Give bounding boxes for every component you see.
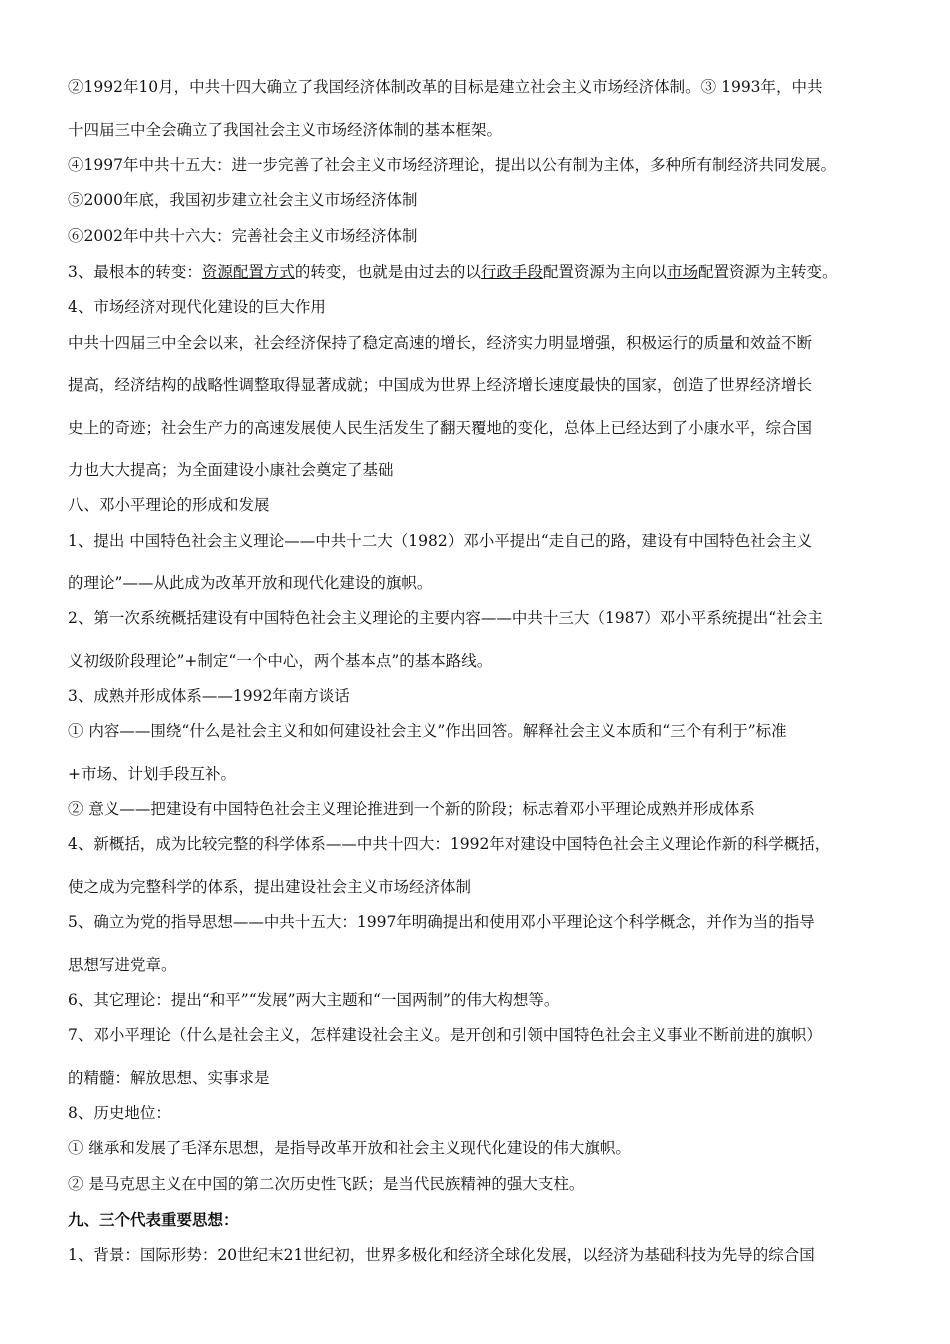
text-line: ② 意义——把建设有中国特色社会主义理论推进到一个新的阶段；标志着邓小平理论成熟并形成体系 [68, 800, 755, 818]
text-line: ②1992年10月，中共十四大确立了我国经济体制改革的目标是建立社会主义市场经济体制。③ 1993年，中共 [68, 78, 823, 96]
text-segment: 配置资源为主转变。 [697, 263, 838, 281]
text-line: ① 内容——围绕“什么是社会主义和如何建设社会主义”作出回答。解释社会主义本质和“三个有利于”标准 [68, 722, 787, 740]
text-line: 4、市场经济对现代化建设的巨大作用 [68, 298, 326, 316]
text-line: 提高，经济结构的战略性调整取得显著成就；中国成为世界上经济增长速度最快的国家，创造了世界经济增长 [68, 376, 813, 394]
text-line: 8、历史地位： [68, 1104, 171, 1122]
change-line [68, 261, 837, 283]
text-line: 力也大大提高；为全面建设小康社会奠定了基础 [68, 461, 394, 479]
text-line: 思想写进党章。 [68, 956, 177, 974]
underlined-term: 资源配置方式 [201, 263, 295, 281]
text-line: 中共十四届三中全会以来，社会经济保持了稳定高速的增长，经济实力明显增强，积极运行的质量和效益不断 [68, 334, 813, 352]
text-line: 1、提出 中国特色社会主义理论——中共十二大（1982）邓小平提出“走自己的路，建设有中国特色社会主义 [68, 532, 813, 550]
text-line: ⑤2000年底，我国初步建立社会主义市场经济体制 [68, 191, 418, 209]
text-line: ④1997年中共十五大：进一步完善了社会主义市场经济理论，提出以公有制为主体，多种所有制经济共同发展。 [68, 156, 836, 174]
text-line: 1、背景：国际形势：20世纪末21世纪初，世界多极化和经济全球化发展，以经济为基础科技为先导的综合国 [68, 1246, 815, 1264]
text-line: 5、确立为党的指导思想——中共十五大：1997年明确提出和使用邓小平理论这个科学概念，并作为当的指导 [68, 913, 815, 931]
text-line: 7、邓小平理论（什么是社会主义，怎样建设社会主义。是开创和引领中国特色社会主义事业不断前进的旗帜） [68, 1026, 822, 1044]
text-line: 的理论”——从此成为改革开放和现代化建设的旗帜。 [68, 574, 433, 592]
text-line: ② 是马克思主义在中国的第二次历史性飞跃；是当代民族精神的强大支柱。 [68, 1175, 585, 1193]
text-line: 十四届三中全会确立了我国社会主义市场经济体制的基本框架。 [68, 121, 503, 139]
text-line: 的精髓：解放思想、实事求是 [68, 1069, 270, 1087]
underlined-term: 市场 [666, 263, 698, 281]
text-line: 4、新概括，成为比较完整的科学体系——中共十四大：1992年对建设中国特色社会主义理论作新的科学概括， [68, 835, 831, 853]
text-line: ⑥2002年中共十六大：完善社会主义市场经济体制 [68, 227, 418, 245]
text-line: 6、其它理论：提出“和平”“发展”两大主题和“一国两制”的伟大构想等。 [68, 991, 560, 1009]
text-line: ① 继承和发展了毛泽东思想，是指导改革开放和社会主义现代化建设的伟大旗帜。 [68, 1139, 631, 1157]
text-line: 使之成为完整科学的体系，提出建设社会主义市场经济体制 [68, 878, 472, 896]
text-line: +市场、计划手段互补。 [68, 765, 236, 783]
text-line: 史上的奇迹；社会生产力的高速发展使人民生活发生了翻天覆地的变化，总体上已经达到了小康水平，综合国 [68, 419, 813, 437]
text-segment: 的转变，也就是由过去的以 [294, 263, 481, 281]
underlined-term: 行政手段 [480, 263, 543, 281]
text-line: 3、成熟并形成体系——1992年南方谈话 [68, 687, 350, 705]
section-heading: 八、邓小平理论的形成和发展 [68, 496, 270, 514]
text-line: 义初级阶段理论”+制定“一个中心，两个基本点”的基本路线。 [68, 652, 493, 670]
text-segment: 3、最根本的转变： [68, 263, 202, 281]
text-line: 2、第一次系统概括建设有中国特色社会主义理论的主要内容——中共十三大（1987）邓小平系统提出“社会主 [68, 609, 823, 627]
section-heading: 九、三个代表重要思想： [68, 1210, 239, 1229]
text-segment: 配置资源为主向以 [542, 263, 667, 281]
